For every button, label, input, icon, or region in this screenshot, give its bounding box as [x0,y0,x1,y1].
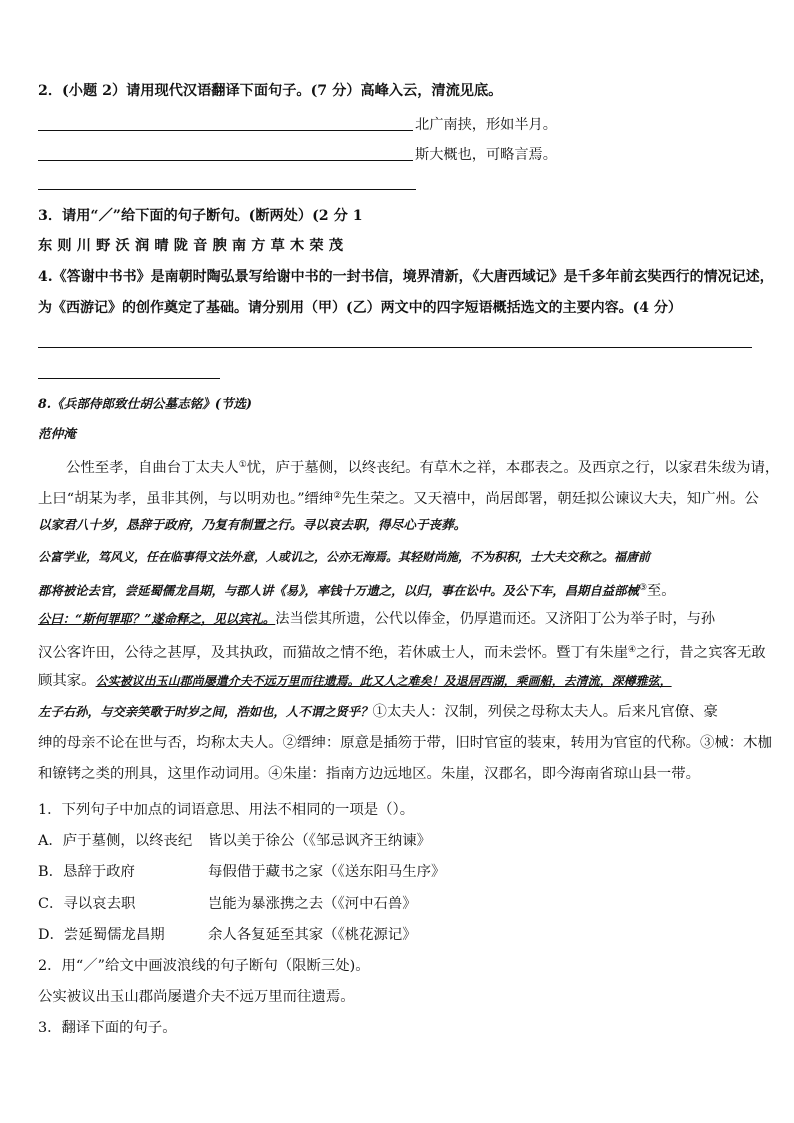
option-label: B．恳辞于政府 [38,864,135,880]
option-b[interactable] [38,862,445,882]
subquestion-2-prompt: 2．用“／”给文中画波浪线的句子断句（限断三处)。 [38,958,370,974]
passage-line [38,640,766,663]
passage-line [38,702,718,722]
passage-text: 左子右孙，与交亲笑歌于时岁之间，浩如也，人不谓之贤乎？ [38,704,373,719]
option-a[interactable] [38,831,431,851]
answer-blank[interactable] [38,130,413,131]
passage-text: 之行，昔之宾客无敢 [636,645,766,661]
subquestion-1-prompt: 1．下列句子中加点的词语意思、用法不相同的一项是（）。 [38,802,415,818]
footnote-text: ①太夫人：汉制，列侯之母称太夫人。后来凡官僚、豪 [372,704,718,720]
passage-line [38,671,672,691]
footnote-marker: ④ [628,645,637,655]
passage-line: 以家君八十岁，恳辞于政府，乃复有制置之行。寻以哀去职，得尽心于丧葬。 [38,517,467,532]
footnote-marker: ② [333,491,342,501]
subquestion-3-prompt: 3．翻译下面的句子。 [38,1020,177,1036]
footnote-marker: ③ [638,583,648,593]
option-compare: 皆以美于徐公（《邹忌讽齐王纳谏》 [208,833,432,849]
passage-line [38,578,675,601]
q2-answer-line-1 [38,115,558,135]
passage-text: 郡将被论去官，尝延蜀儒龙昌期，与郡人讲《易》，率钱十万遗之，以归，事在讼中。及公下车，昌期自益部械 [38,583,639,598]
answer-blank[interactable] [38,160,413,161]
q2-prompt: 2．(小题 2）请用现代汉语翻译下面句子。(7 分）高峰入云，清流见底。 [38,83,503,99]
option-c[interactable] [38,894,417,914]
option-label: D．尝延蜀儒龙昌期 [38,927,165,943]
footnote-line: 和镣铐之类的刑具，这里作动词用。④朱崖：指南方边远地区。朱崖，汉郡名，即今海南省琼山县一带。 [38,766,700,782]
passage-text: 公性至孝，自曲台丁太夫人 [66,460,239,476]
footnote-line: 绅的母亲不论在世与否，均称太夫人。②缙绅：原意是插笏于带，旧时官宦的装束，转用为官宦的代称。③械：木枷 [38,735,772,751]
passage-text: 先生荣之。又天禧中，尚居郎署，朝廷拟公谏议大夫，知广州。公 [341,491,759,507]
option-label: A．庐于墓侧，以终丧纪 [38,833,193,849]
option-compare: 余人各复延至其家（《桃花源记》 [208,927,417,943]
wavy-underlined-sentence: 公实被议出玉山郡尚屡遣介夫不远万里而往遗焉。此又人之难矣！及退居西湖，乘画船，去清流，深樽雅弦， [95,674,672,688]
passage-title: 8.《兵部侍郎致仕胡公墓志铭》(节选) [38,396,252,411]
passage-author: 范仲淹 [38,426,76,441]
passage-text: 至。 [647,583,676,599]
underlined-sentence: 公曰：“斯何罪耶？”遂命释之，见以宾礼。 [38,611,276,626]
q3-sentence: 东则川野沃润晴陇音腴南方草木荣茂 [38,238,349,254]
option-compare: 岂能为暴涨携之去（《河中石兽》 [208,896,417,912]
passage-line: 公富学业，笃风义，任在临事得文法外意，人或讥之，公亦无海焉。其轻财尚施，不为积积，士大夫交称之。福唐前 [38,550,651,564]
q4-line-2: 为《西游记》的创作奠定了基础。请分别用（甲）(乙）两文中的四字短语概括选文的主要内容。(4 分） [38,300,682,316]
passage-text: 汉公客许田，公待之甚厚，及其执政，而猫故之情不绝，若休戚士人，而未尝怀。暨丁有朱崖 [38,645,629,661]
passage-text: 法当偿其所遗，公代以俸金，仍厚遣而还。又济阳丁公为举子时，与孙 [275,611,716,627]
q2-answer-line-2 [38,145,558,165]
q2-line2-tail: 斯大概也，可略言焉。 [415,147,557,163]
footnote-marker: ① [238,460,247,470]
q2-answer-line-3[interactable] [38,189,416,190]
q2-line1-tail: 北广南挟，形如半月。 [415,117,557,133]
passage-text: 上曰“胡某为孝，虽非其例，与以明劝也。”缙绅 [38,491,334,507]
passage-line [38,486,759,509]
q4-answer-line-1[interactable] [38,347,752,348]
q4-answer-line-2[interactable] [38,378,220,379]
q4-line-1: 4.《答谢中书书》是南朝时陶弘景写给谢中书的一封书信，境界清新，《大唐西域记》是千多年前玄奘西行的情况记述， [38,269,774,285]
subquestion-2-sentence: 公实被议出玉山郡尚屡遣介夫不远万里而往遗焉。 [38,989,355,1005]
q3-prompt: 3．请用“／”给下面的句子断句。(断两处）(2 分 1 [38,208,363,224]
passage-line [66,455,779,478]
passage-text: 顾其家。 [38,673,96,689]
option-label: C．寻以哀去职 [38,896,136,912]
passage-line [38,609,715,629]
option-d[interactable] [38,925,417,945]
option-compare: 每假借于藏书之家（《送东阳马生序》 [208,864,446,880]
passage-text: 忧，庐于墓侧，以终丧纪。有草木之祥，本郡表之。及西京之行，以家君朱绂为请， [246,460,780,476]
